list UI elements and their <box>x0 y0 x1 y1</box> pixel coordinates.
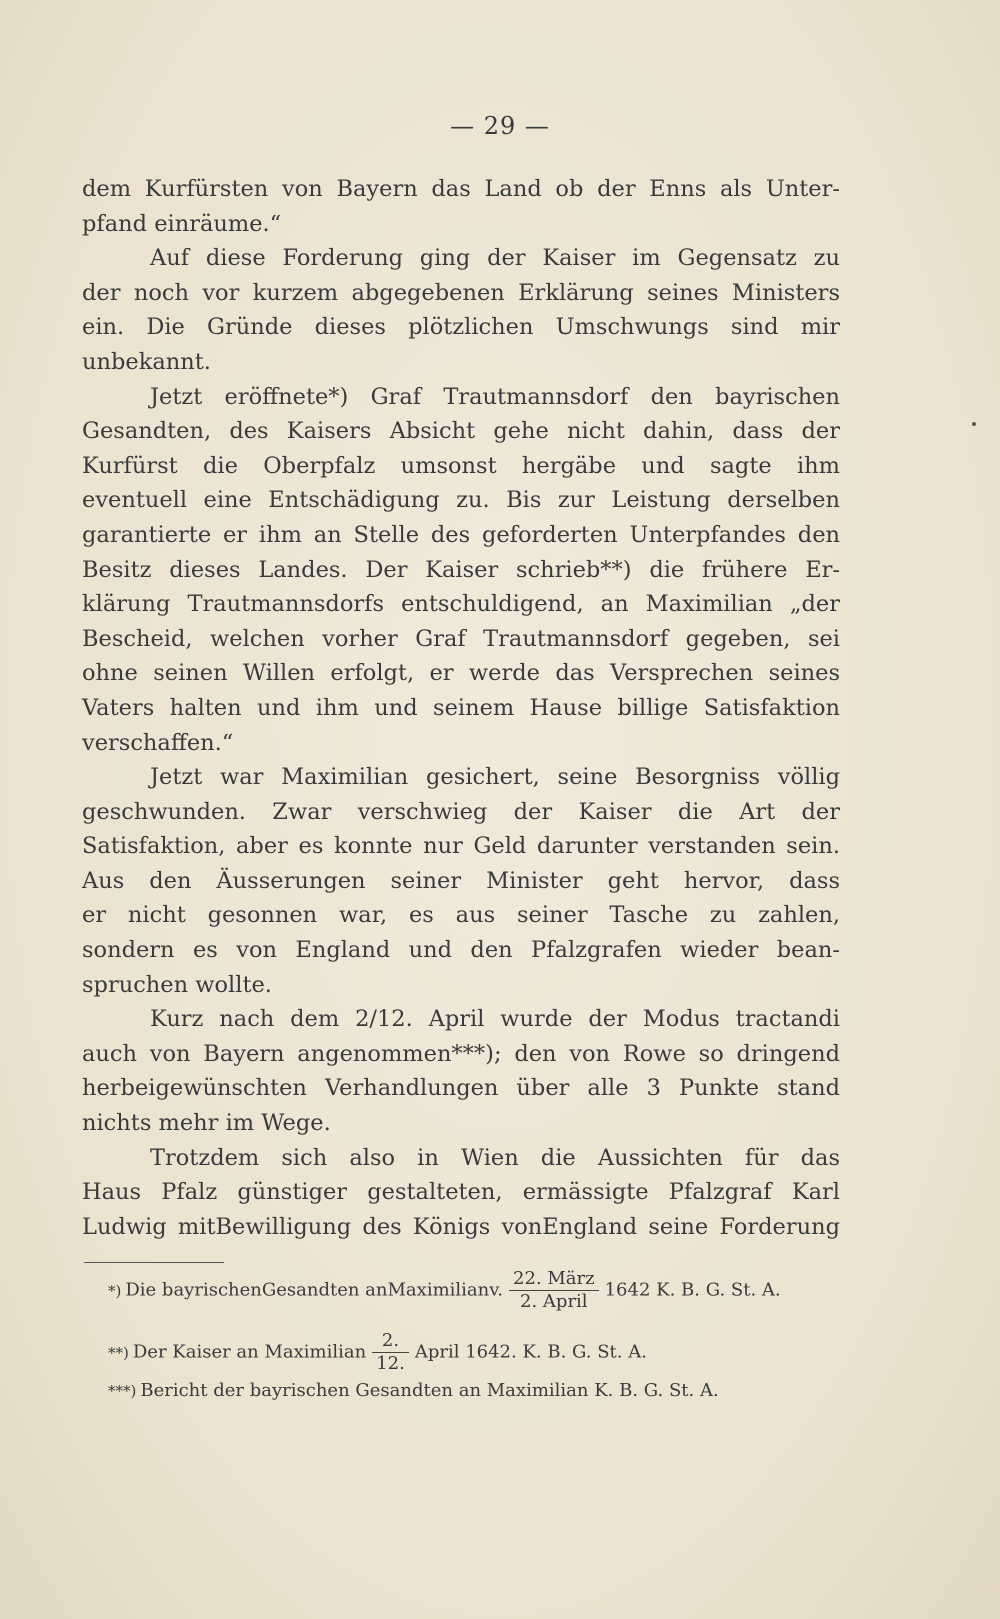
fraction-numerator: 2. <box>372 1330 409 1353</box>
text-line: Haus Pfalz günstiger gestalteten, ermässigte Pfalzgraf Karl <box>82 1179 840 1206</box>
text-line: Vaters halten und ihm und seinem Hause billige Satisfaktion <box>82 694 840 721</box>
footnote-2 <box>108 1330 848 1380</box>
footnote-3 <box>108 1380 848 1410</box>
text-line: unbekannt. <box>82 348 211 375</box>
text-line: sondern es von England und den Pfalzgrafen wieder bean- <box>82 937 840 964</box>
footnote-text: Die bayrischenGesandten anMaximilianv. <box>125 1279 503 1301</box>
text-line: ohne seinen Willen erfolgt, er werde das Versprechen seines <box>82 660 840 687</box>
text-line: spruchen wollte. <box>82 971 272 998</box>
text-line: verschaffen.“ <box>82 729 234 756</box>
text-line: Auf diese Forderung ging der Kaiser im Gegensatz zu <box>150 245 840 272</box>
text-line: Trotzdem sich also in Wien die Aussichten für das <box>150 1144 840 1171</box>
footnote-marker: ***) <box>108 1382 137 1400</box>
text-line: Bescheid, welchen vorher Graf Trautmannsdorf gegeben, sei <box>82 625 840 652</box>
text-line: Aus den Äusserungen seiner Minister geht hervor, dass <box>82 867 840 894</box>
text-line: Ludwig mitBewilligung des Königs vonEngland seine Forderung <box>82 1213 840 1240</box>
footnote-1 <box>108 1268 848 1324</box>
text-line: Besitz dieses Landes. Der Kaiser schrieb**) die frühere Er- <box>82 556 840 583</box>
footnote-marker: **) <box>108 1343 129 1362</box>
text-line: Satisfaktion, aber es konnte nur Geld darunter verstanden sein. <box>82 833 840 860</box>
text-line: pfand einräume.“ <box>82 210 282 237</box>
text-line: er nicht gesonnen war, es aus seiner Tasche zu zahlen, <box>82 902 840 929</box>
text-line: Kurz nach dem 2/12. April wurde der Modus tractandi <box>150 1006 840 1033</box>
fraction-denominator: 2. April <box>520 1291 588 1312</box>
footnote-text: Der Kaiser an Maximilian <box>132 1341 367 1363</box>
text-line: nichts mehr im Wege. <box>82 1110 331 1137</box>
text-line: geschwunden. Zwar verschwieg der Kaiser die Art der <box>82 798 840 825</box>
text-line: herbeigewünschten Verhandlungen über alle 3 Punkte stand <box>82 1075 840 1102</box>
footnote-citation: April 1642. K. B. G. St. A. <box>414 1341 647 1363</box>
date-fraction <box>372 1330 409 1375</box>
footnote-marker: *) <box>108 1281 122 1300</box>
fraction-numerator: 22. März <box>509 1268 599 1291</box>
text-line: garantierte er ihm an Stelle des geforderten Unterpfandes den <box>82 521 840 548</box>
text-line: Jetzt eröffnete*) Graf Trautmannsdorf den bayrischen <box>150 383 840 410</box>
text-line: Gesandten, des Kaisers Absicht gehe nicht dahin, dass der <box>82 418 840 445</box>
date-fraction <box>509 1268 599 1313</box>
fraction-denominator: 12. <box>376 1353 405 1374</box>
text-line: ein. Die Gründe dieses plötzlichen Umschwungs sind mir <box>82 314 840 341</box>
footnote-divider <box>84 1262 224 1263</box>
footnote-text: Bericht der bayrischen Gesandten an Maximilian K. B. G. St. A. <box>140 1380 719 1401</box>
text-line: dem Kurfürsten von Bayern das Land ob der Enns als Unter- <box>82 176 840 202</box>
text-line: eventuell eine Entschädigung zu. Bis zur Leistung derselben <box>82 487 840 514</box>
paper-speck <box>972 422 976 426</box>
footnote-citation: 1642 K. B. G. St. A. <box>604 1279 781 1301</box>
text-line: Kurfürst die Oberpfalz umsonst hergäbe und sagte ihm <box>82 452 840 479</box>
body-text <box>82 172 840 1244</box>
text-line: Jetzt war Maximilian gesichert, seine Besorgniss völlig <box>150 764 840 791</box>
footnotes <box>108 1268 848 1410</box>
page-number: — 29 — <box>450 112 550 140</box>
text-line: klärung Trautmannsdorfs entschuldigend, an Maximilian „der <box>82 591 840 618</box>
text-line: der noch vor kurzem abgegebenen Erklärung seines Ministers <box>82 279 840 306</box>
text-line: auch von Bayern angenommen***); den von Rowe so dringend <box>82 1040 840 1067</box>
